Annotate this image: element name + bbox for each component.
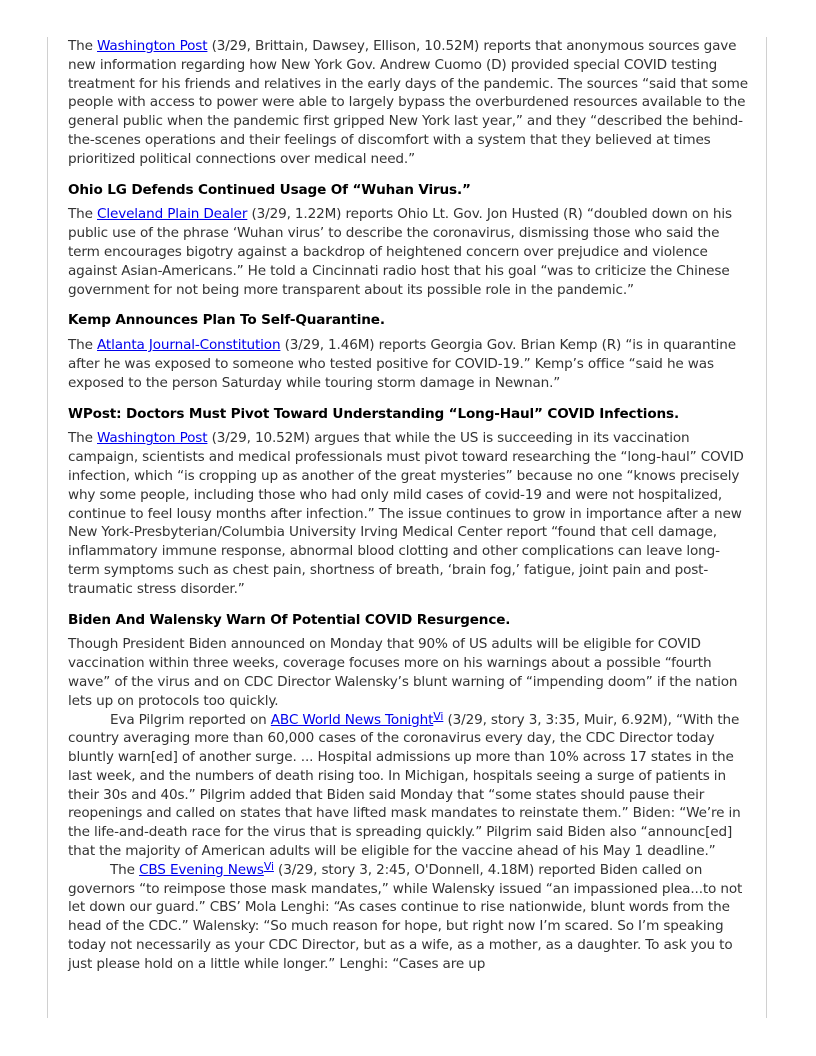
- article-covid-resurgence: [68, 611, 750, 974]
- article-paragraph: [68, 861, 750, 974]
- article-ohio-lg: [68, 181, 750, 300]
- article-paragraph: [68, 205, 750, 299]
- article-heading: Biden And Walensky Warn Of Potential COVID Resurgence.: [68, 611, 511, 628]
- article-heading: Kemp Announces Plan To Self-Quarantine.: [68, 312, 385, 329]
- text: The: [68, 430, 98, 447]
- article-paragraph: [68, 37, 750, 169]
- text: The: [68, 38, 98, 54]
- text: Eva Pilgrim reported on: [110, 711, 271, 728]
- text: The: [68, 206, 98, 223]
- video-badge-icon[interactable]: Vi: [263, 859, 274, 873]
- document-body: [68, 37, 750, 974]
- article-heading: WPost: Doctors Must Pivot Toward Understanding “Long-Haul” COVID Infections.: [68, 405, 679, 422]
- text: (3/29, story 3, 3:35, Muir, 6.92M), “With the country averaging more than 60,000 cases of the coronavirus every day, the CDC Director today bluntly warn[ed] of another surge. ... Hospital admissions up more than 10% across 17 states in the last week, and the numbers of death rising too. In Michigan, hospitals seeing a surge of patients in their 30s and 40s.” Pilgrim added that Biden said Monday that “some states should pause their reopenings and called on states that have lifted mask mandates to reinstate them.” Biden: “We’re in the life-and-death race for the virus that is spreading quickly.” Pilgrim said Biden also “announc[ed] that the majority of American adults will be eligible for the vaccine ahead of his May 1 deadline.”: [68, 711, 741, 860]
- article-cuomo-testing: [68, 37, 750, 169]
- text: (3/29, Brittain, Dawsey, Ellison, 10.52M) reports that anonymous sources gave new information regarding how New York Gov. Andrew Cuomo (D) provided special COVID testing treatment for his friends and relatives in the early days of the pandemic. The sources “said that some people with access to power were able to largely bypass the overburdened resources available to the general public when the pandemic first gripped New York last year,” and they “described the behind-the-scenes operations and their feelings of discomfort with a system that they believed at times prioritized political connections over medical need.”: [68, 38, 748, 167]
- article-paragraph: [68, 336, 750, 392]
- text: The: [110, 861, 140, 878]
- source-link-abc-world-news-tonight[interactable]: ABC World News Tonight: [270, 711, 434, 728]
- article-long-haul-covid: [68, 405, 750, 599]
- text: The: [68, 337, 98, 354]
- text: (3/29, 1.46M) reports Georgia Gov. Brian Kemp (R) “is in quarantine after he was exposed to someone who tested positive for COVID-19.” Kemp’s office “said he was exposed to the person Saturday while touring storm damage in Newnan.”: [68, 337, 736, 391]
- text: (3/29, 1.22M) reports Ohio Lt. Gov. Jon Husted (R) “doubled down on his public use of the phrase ‘Wuhan virus’ to describe the coronavirus, dismissing those who said the term encourages bigotry against a backdrop of heightened concern over prejudice and violence against Asian-Americans.” He told a Cincinnati radio host that his goal “was to criticize the Chinese government for not being more transparent about its possible role in the pandemic.”: [68, 206, 732, 298]
- source-link-washington-post[interactable]: Washington Post: [97, 430, 208, 447]
- article-paragraph: [68, 711, 750, 861]
- article-paragraph: [68, 429, 750, 598]
- video-badge-icon[interactable]: Vi: [433, 709, 444, 723]
- text: (3/29, 10.52M) argues that while the US is succeeding in its vaccination campaign, scientists and medical professionals must pivot toward researching the “long-haul” COVID infection, which “is cropping up as another of the great mysteries” because no one “knows precisely why some people, including those who had only mild cases of covid-19 and were not hospitalized, continue to feel lousy months after infection.” The issue continues to grow in importance after a new New York-Presbyterian/Columbia University Irving Medical Center report “found that cell damage, inflammatory immune response, abnormal blood clotting and other complications can leave long-term symptoms such as chest pain, shortness of breath, ‘brain fog,’ fatigue, joint pain and post-traumatic stress disorder.”: [68, 430, 744, 597]
- source-link-atlanta-journal-constitution[interactable]: Atlanta Journal-Constitution: [97, 337, 281, 354]
- source-link-cbs-evening-news[interactable]: CBS Evening News: [139, 861, 264, 878]
- article-heading: Ohio LG Defends Continued Usage Of “Wuhan Virus.”: [68, 181, 471, 198]
- text: (3/29, story 3, 2:45, O'Donnell, 4.18M) reported Biden called on governors “to reimpose those mask mandates,” while Walensky issued “an impassioned plea...to not let down our guard.” CBS’ Mola Lenghi: “As cases continue to rise nationwide, blunt words from the head of the CDC.” Walensky: “So much reason for hope, but right now I’m scared. So I’m speaking today not necessarily as your CDC Director, but as a wife, as a mother, as a daughter. To ask you to just please hold on a little while longer.” Lenghi: “Cases are up: [68, 861, 743, 972]
- article-kemp-quarantine: [68, 311, 750, 392]
- source-link-washington-post[interactable]: Washington Post: [97, 38, 208, 54]
- source-link-cleveland-plain-dealer[interactable]: Cleveland Plain Dealer: [97, 206, 248, 223]
- article-paragraph: Though President Biden announced on Monday that 90% of US adults will be eligible for COVID vaccination within three weeks, coverage focuses more on his warnings about a possible “fourth wave” of the virus and on CDC Director Walensky’s blunt warning of “impending doom” if the nation lets up on protocols too quickly.: [68, 636, 738, 709]
